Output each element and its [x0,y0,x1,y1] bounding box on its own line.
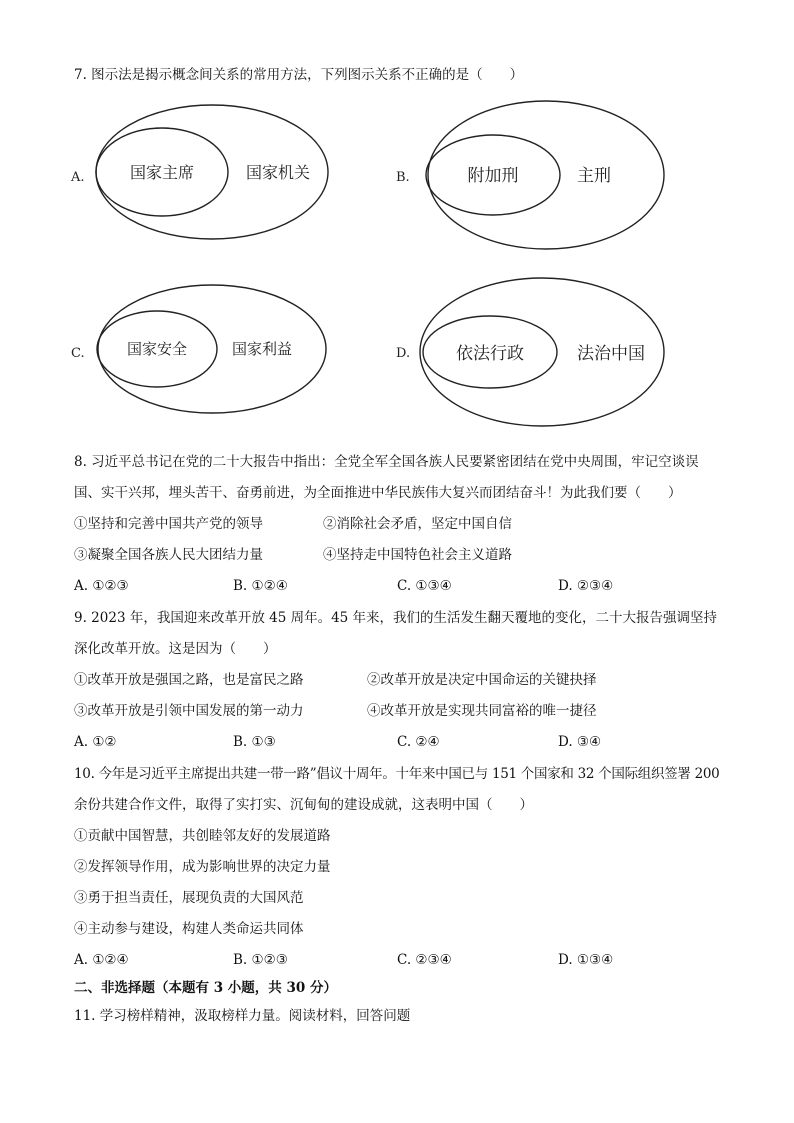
option-d-letter[interactable]: D. [396,346,411,361]
q10-choice-d[interactable]: D. ①③④ [558,952,614,968]
option-a-letter[interactable]: A. [71,170,85,185]
section-heading: 二、非选择题（本题有 3 小题，共 30 分） [74,980,337,996]
q10-item-3: ③勇于担当责任，展现负责的大国风范 [74,890,304,906]
q8-stem-line2: 国、实干兴邦，埋头苦干、奋勇前进，为全面推进中华民族伟大复兴而团结奋斗！为此我们要（ ） [74,485,682,501]
option-a-inner-label: 国家主席 [129,163,195,182]
q8-stem-line1: 8. 习近平总书记在党的二十大报告中指出：全党全军全国各族人民要紧密团结在党中央周围，牢记空谈误 [74,454,699,470]
q9-choice-b[interactable]: B. ①③ [233,734,276,750]
option-d-outer-label: 法治中国 [577,344,645,364]
q8-item-4: ④坚持走中国特色社会主义道路 [323,547,512,563]
q8-choice-d[interactable]: D. ②③④ [558,578,614,594]
q8-choice-a[interactable]: A. ①②③ [74,578,129,594]
q10-item-4: ④主动参与建设，构建人类命运共同体 [74,921,304,937]
q9-item-4: ④改革开放是实现共同富裕的唯一捷径 [367,703,597,719]
q10-item-2: ②发挥领导作用，成为影响世界的决定力量 [74,859,331,875]
q9-choice-d[interactable]: D. ③④ [558,734,602,750]
option-c-outer-label: 国家利益 [231,340,293,358]
option-c-letter[interactable]: C. [71,346,85,361]
option-b-inner-label: 附加刑 [467,166,519,186]
option-c-inner-label: 国家安全 [126,340,188,358]
q10-stem-line2: 余份共建合作文件，取得了实打实、沉甸甸的建设成就，这表明中国（ ） [74,797,533,813]
q8-item-1: ①坚持和完善中国共产党的领导 [74,516,263,532]
q9-item-3: ③改革开放是引领中国发展的第一动力 [74,703,304,719]
q9-choice-a[interactable]: A. ①② [74,734,117,750]
option-b-outer-label: 主刑 [577,166,611,186]
q9-stem-line2: 深化改革开放。这是因为（ ） [74,641,277,657]
q8-item-3: ③凝聚全国各族人民大团结力量 [74,547,263,563]
q11-stem: 11. 学习榜样精神，汲取榜样力量。阅读材料，回答问题 [74,1008,411,1024]
option-b-outer-ellipse [428,101,664,249]
option-b-letter[interactable]: B. [396,170,410,185]
q9-item-1: ①改革开放是强国之路，也是富民之路 [74,672,304,688]
q8-item-2: ②消除社会矛盾，坚定中国自信 [323,516,512,532]
q8-choice-c[interactable]: C. ①③④ [397,578,452,594]
q10-choice-b[interactable]: B. ①②③ [233,952,288,968]
q7-stem: 7. 图示法是揭示概念间关系的常用方法，下列图示关系不正确的是（ ） [74,67,524,83]
q9-choice-c[interactable]: C. ②④ [397,734,440,750]
q10-item-1: ①贡献中国智慧，共创睦邻友好的发展道路 [74,828,331,844]
option-a-outer-label: 国家机关 [245,163,311,182]
q7-diagrams [0,0,794,440]
q9-stem-line1: 9. 2023 年，我国迎来改革开放 45 周年。45 年来，我们的生活发生翻天覆地的变化，二十大报告强调坚持 [74,610,718,626]
option-d-inner-label: 依法行政 [456,344,524,364]
q10-choice-a[interactable]: A. ①②④ [74,952,129,968]
q8-choice-b[interactable]: B. ①②④ [233,578,288,594]
q9-item-2: ②改革开放是决定中国命运的关键抉择 [367,672,597,688]
q10-stem-line1: 10. 今年是习近平主席提出共建一带一路”倡议十周年。十年来中国已与 151 个国家和 32 个国际组织签署 200 [74,766,720,782]
q10-choice-c[interactable]: C. ②③④ [397,952,452,968]
